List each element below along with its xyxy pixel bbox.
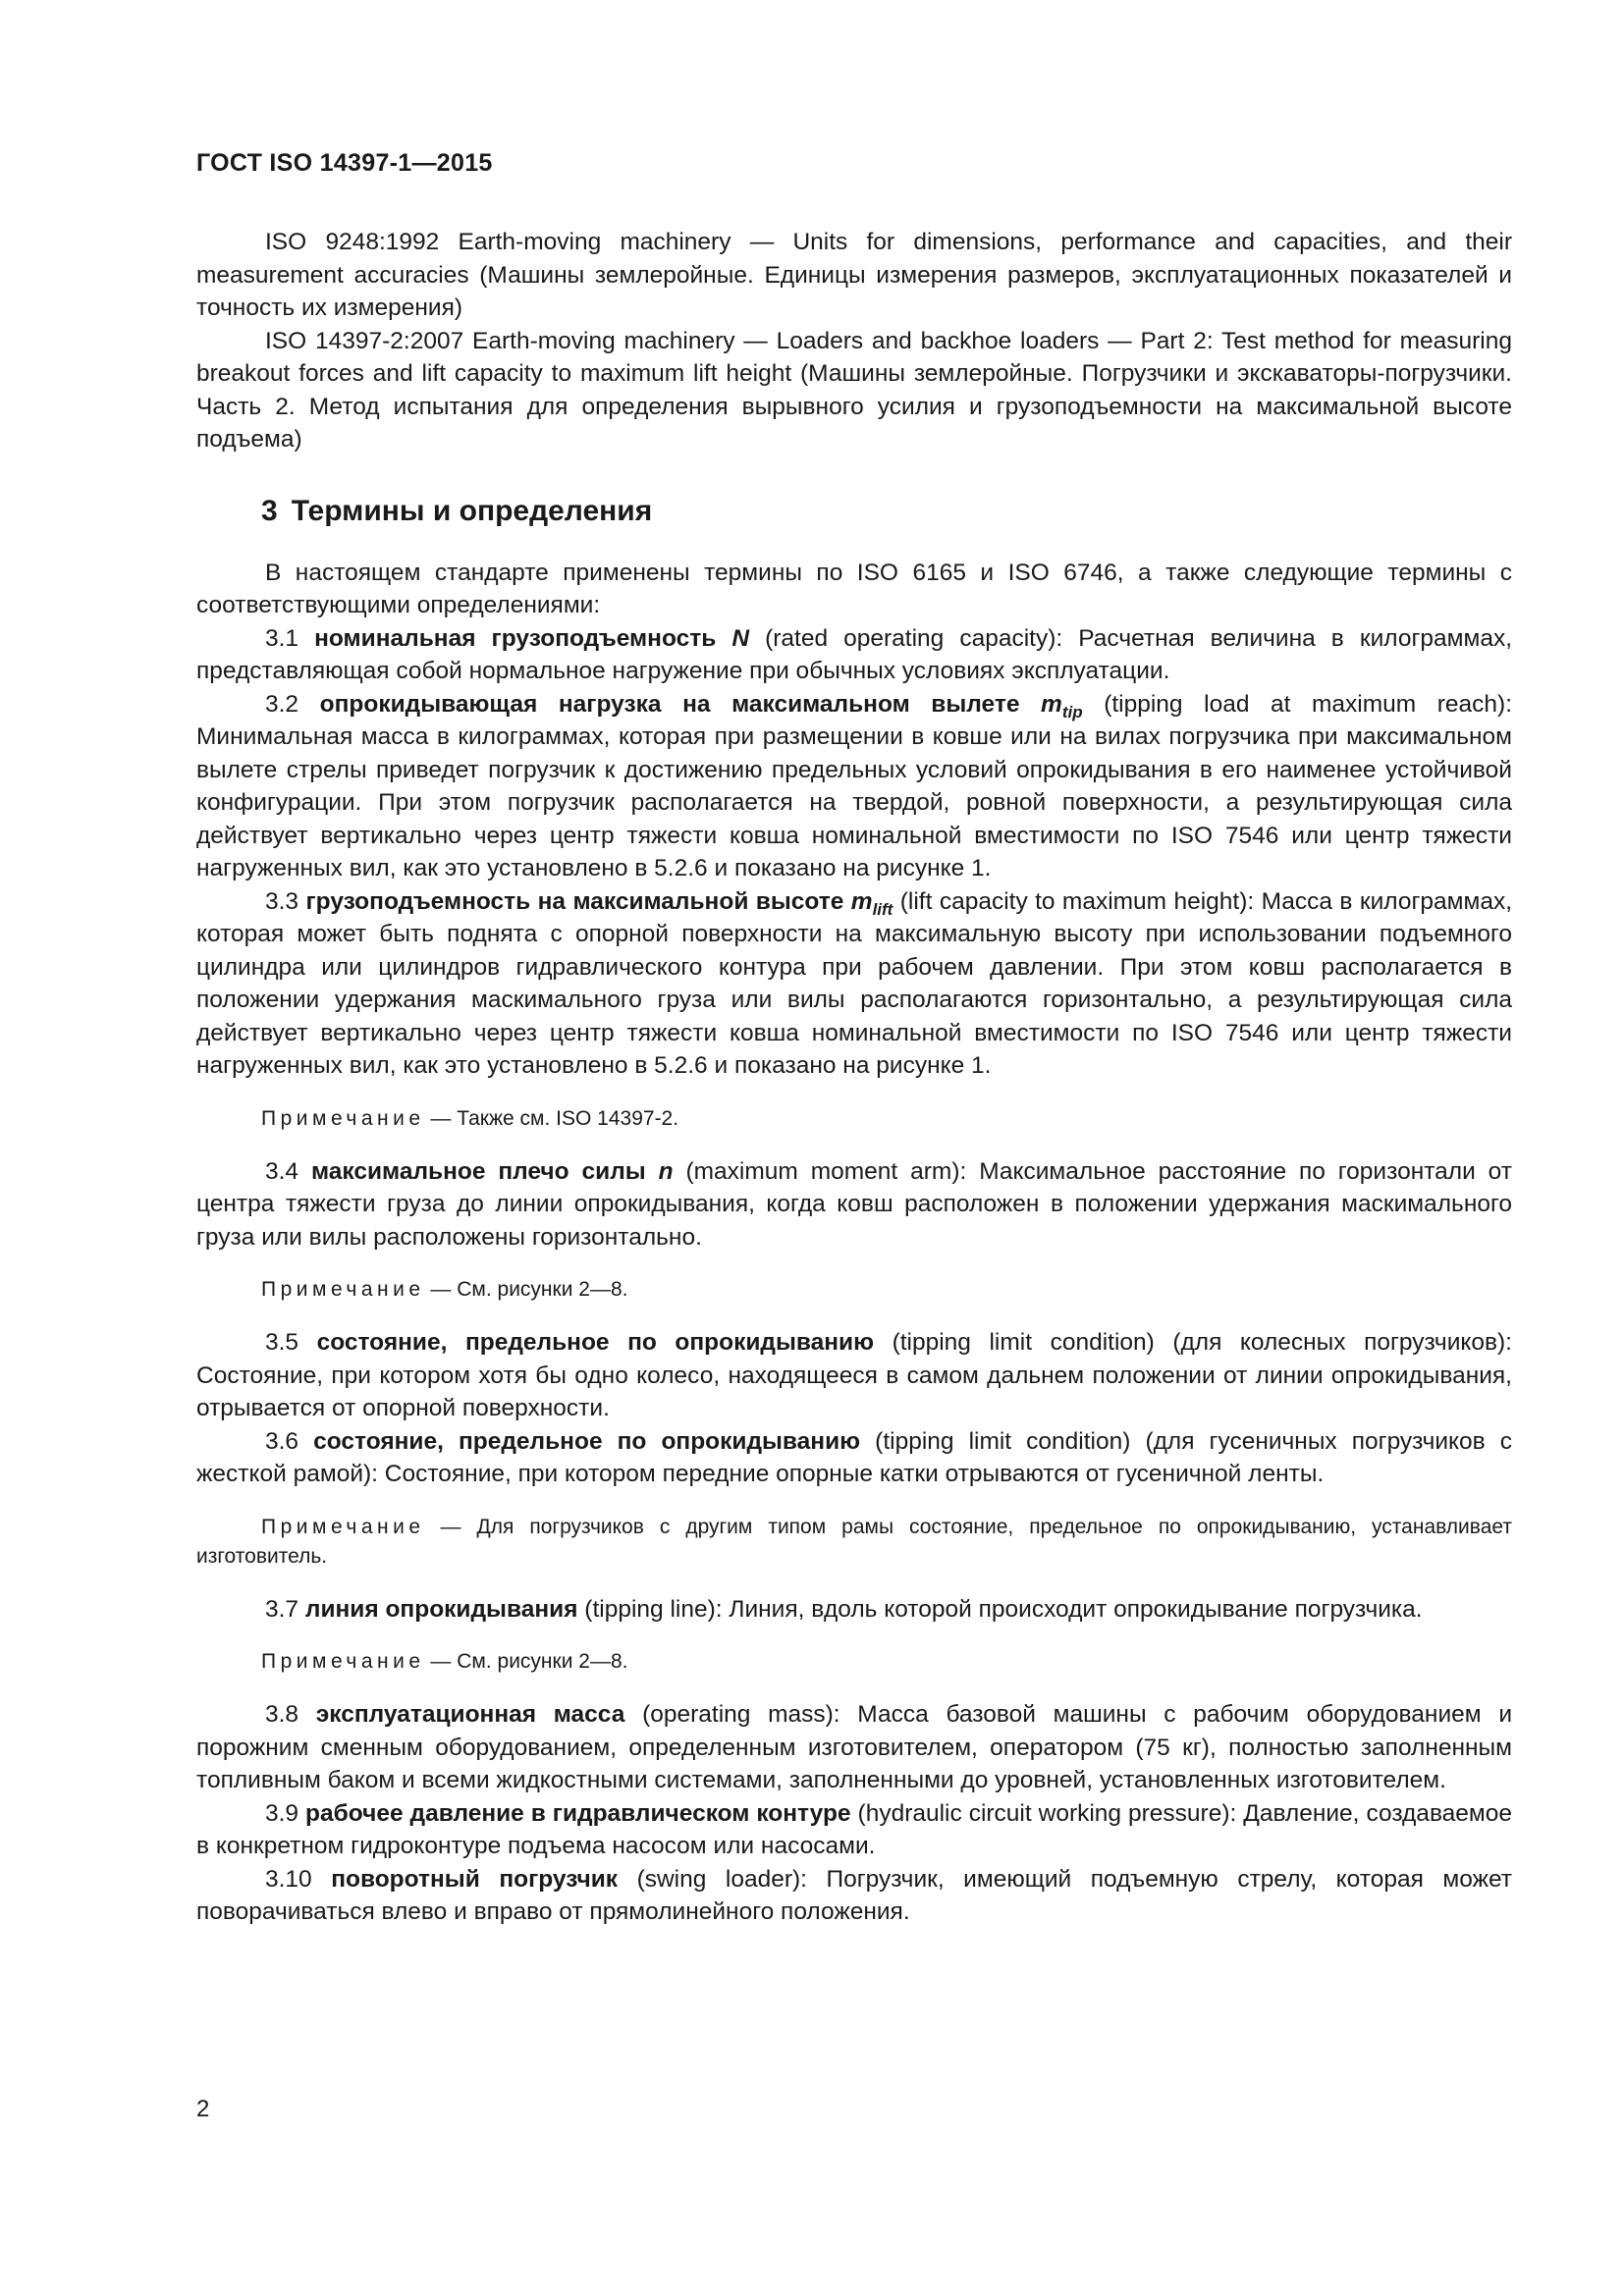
term-number: 3.8 — [265, 1701, 299, 1728]
term-number: 3.6 — [265, 1427, 299, 1455]
term-name: максимальное плечо силы — [310, 1157, 646, 1185]
note-3-6 — [196, 1513, 1512, 1572]
term-definition: (operating mass): Масса базовой машины с рабочим оборудованием и порожним сменным оборудованием, определенным изготовителем, оператором (75 кг), полностью заполненным топливным баком и всеми жидкостными системами, заполненными до уровней, установленных изготовителем. — [196, 1701, 1512, 1793]
term-definition: (tipping limit condition) (для колесных погрузчиков): Состояние, при котором хотя бы одно колесо, находящееся в самом дальнем положении от линии опрокидывания, отрывается от опорной поверхности. — [196, 1329, 1512, 1421]
term-definition: (tipping limit condition) (для гусеничных погрузчиков с жесткой рамой): Состояние, при котором передние опорные катки отрываются от гусеничной ленты. — [196, 1427, 1512, 1487]
term-number: 3.2 — [265, 690, 299, 718]
page-body — [196, 226, 1512, 1929]
term-3-6 — [196, 1425, 1512, 1491]
term-name: опрокидывающая нагрузка на максимальном вылете — [319, 690, 1020, 718]
term-name: эксплуатационная масса — [315, 1701, 625, 1728]
note-text: — Также см. ISO 14397-2. — [430, 1106, 679, 1130]
term-definition: (tipping line): Линия, вдоль которой происходит опрокидывание погрузчика. — [584, 1595, 1423, 1623]
term-3-9 — [196, 1797, 1512, 1863]
term-3-4 — [196, 1155, 1512, 1255]
term-name: состояние, предельное по опрокидыванию — [316, 1329, 875, 1356]
note-text: — См. рисунки 2—8. — [430, 1278, 628, 1301]
term-3-3 — [196, 885, 1512, 1083]
note-label: Примечание — [261, 1278, 425, 1301]
term-definition: (maximum moment arm): Максимальное расстояние по горизонтали от центра тяжести груза до линии опрокидывания, когда ковш расположен в положении удержания маскимального груза или вилы расположены горизонтально. — [196, 1157, 1512, 1251]
term-symbol: m — [850, 887, 873, 915]
term-definition: (tipping load at maximum reach): Минимальная масса в килограммах, которая при размещении в ковше или на вилах погрузчика при максимальном вылете стрелы приведет погрузчик к достижению предельных условий опрокидывания в его наименее устойчивой конфигурации. При этом погрузчик располагается на твердой, ровной поверхности, а результирующая сила действует вертикально через центр тяжести ковша номинальной вместимости по ISO 7546 или центр тяжести нагруженных вил, как это установлено в 5.2.6 и показано на рисунке 1. — [196, 690, 1513, 881]
reference-iso-9248: ISO 9248:1992 Earth-moving machinery — Units for dimensions, performance and capacities, and their measurement accuracies (Машины землеройные. Единицы измерения размеров, эксплуатационных показателей и точность их измерения) — [196, 229, 1512, 321]
term-definition: (rated operating capacity): Расчетная величина в килограммах, представляющая собой нормальное нагружение при обычных условиях эксплуатации. — [196, 624, 1513, 684]
term-symbol-subscript: tip — [1061, 702, 1083, 721]
term-name: состояние, предельное по опрокидыванию — [313, 1427, 861, 1455]
note-label: Примечание — [261, 1515, 425, 1538]
term-number: 3.3 — [265, 887, 299, 915]
note-text: — Для погрузчиков с другим типом рамы состояние, предельное по опрокидыванию, устанавливает изготовитель. — [196, 1515, 1512, 1568]
term-definition: (swing loader): Погрузчик, имеющий подъемную стрелу, которая может поворачиваться влево и вправо от прямолинейного положения. — [196, 1865, 1512, 1925]
page-number: 2 — [196, 2096, 210, 2122]
term-name: грузоподъемность на максимальной высоте — [305, 887, 844, 915]
term-number: 3.4 — [265, 1157, 299, 1185]
term-symbol: m — [1041, 690, 1062, 718]
term-3-8 — [196, 1698, 1512, 1797]
section-intro: В настоящем стандарте применены термины по ISO 6165 и ISO 6746, а также следующие термины с соответствующими определениями: — [196, 559, 1512, 618]
term-definition: (hydraulic circuit working pressure): Давление, создаваемое в конкретном гидроконтуре подъема насосом или насосами. — [196, 1799, 1513, 1859]
note-label: Примечание — [261, 1106, 425, 1130]
reference-iso-14397-2: ISO 14397-2:2007 Earth-moving machinery — Loaders and backhoe loaders — Part 2: Test method for measuring breakout forces and lift capacity to maximum lift height (Машины землеройные. Погрузчики и экскаваторы-погрузчики. Часть 2. Метод испытания для определения вырывного усилия и грузоподъемности на максимальной высоте подъема) — [196, 327, 1512, 453]
term-3-7 — [196, 1593, 1512, 1627]
term-number: 3.9 — [265, 1799, 299, 1827]
term-symbol-subscript: lift — [872, 899, 893, 919]
note-label: Примечание — [261, 1650, 425, 1673]
term-3-1 — [196, 622, 1512, 688]
section-heading — [261, 494, 1512, 529]
term-name: рабочее давление в гидравлическом контуре — [305, 1799, 851, 1827]
document-header: ГОСТ ISO 14397-1—2015 — [196, 149, 493, 177]
term-name: поворотный погрузчик — [331, 1865, 619, 1893]
term-3-2 — [196, 688, 1512, 885]
section-number: 3 — [261, 494, 278, 527]
term-symbol: N — [731, 624, 750, 652]
note-text: — См. рисунки 2—8. — [430, 1650, 628, 1673]
term-number: 3.7 — [265, 1595, 299, 1623]
term-definition: (lift capacity to maximum height): Масса в килограммах, которая может быть поднята с опорной поверхности на максимальную высоту при использовании подъемного цилиндра или цилиндров гидравлического контура при рабочем давлении. При этом ковш располагается в положении удержания маскимального груза или вилы располагаются горизонтально, а результирующая сила действует вертикально через центр тяжести ковша номинальной вместимости по ISO 7546 или центр тяжести нагруженных вил, как это установлено в 5.2.6 и показано на рисунке 1. — [196, 887, 1513, 1079]
term-3-10 — [196, 1863, 1512, 1929]
note-3-3 — [196, 1104, 1512, 1134]
term-number: 3.1 — [265, 624, 299, 652]
note-3-7 — [196, 1647, 1512, 1677]
term-number: 3.5 — [265, 1329, 299, 1356]
term-name: линия опрокидывания — [304, 1595, 578, 1623]
term-3-5 — [196, 1326, 1512, 1425]
term-symbol: n — [658, 1157, 674, 1185]
note-3-4 — [196, 1275, 1512, 1305]
term-name: номинальная грузоподъемность — [314, 624, 717, 652]
term-number: 3.10 — [265, 1865, 312, 1893]
section-title: Термины и определения — [291, 494, 653, 527]
